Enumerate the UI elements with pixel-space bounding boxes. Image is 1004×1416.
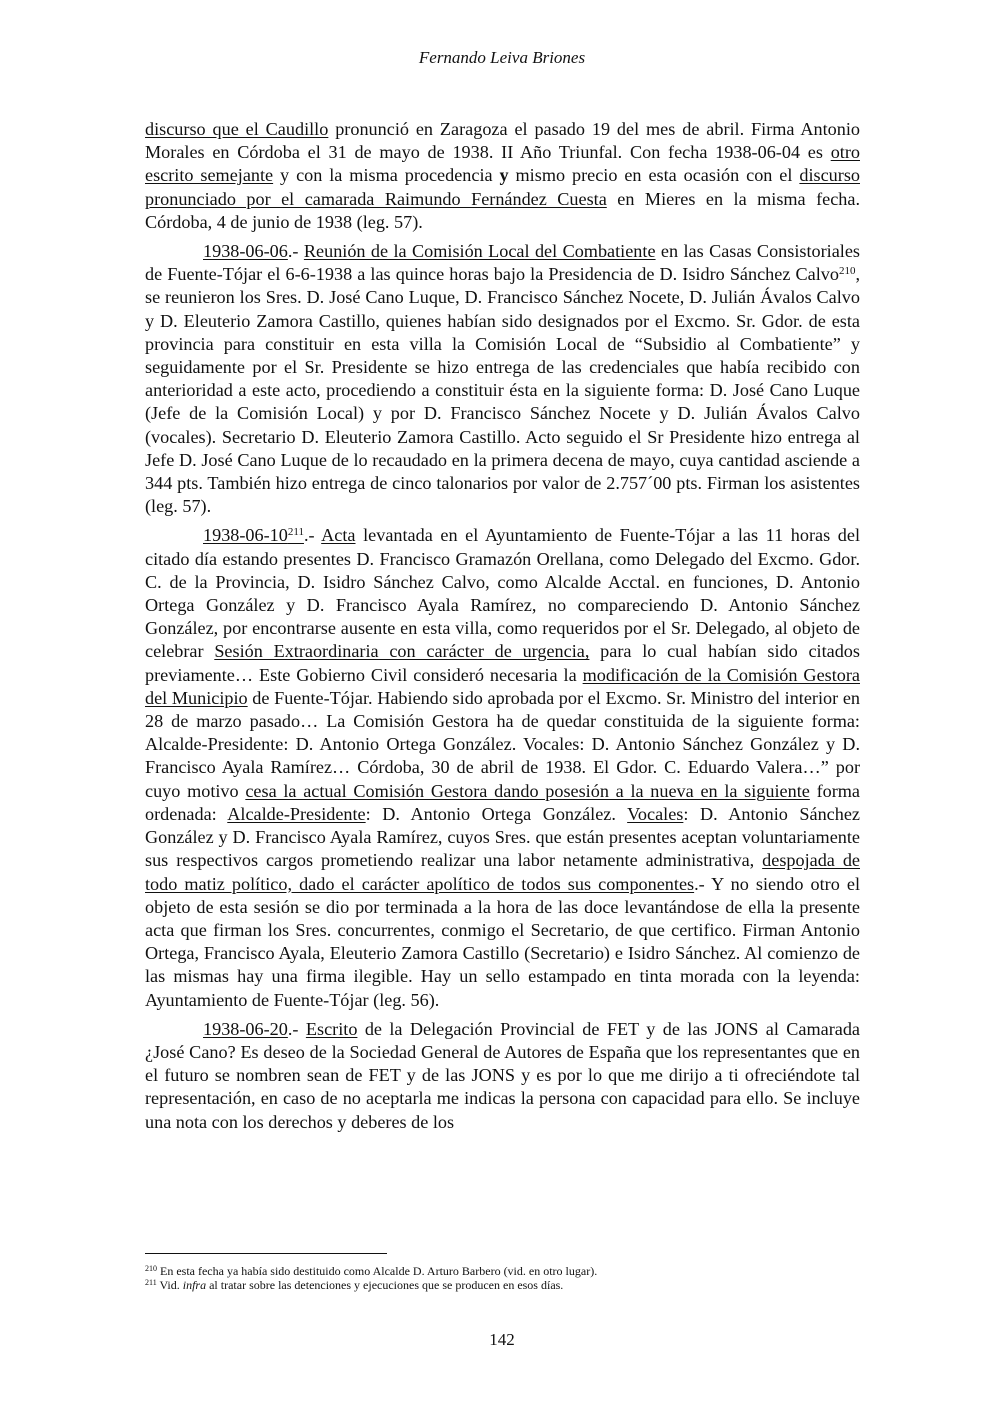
footnote-number: 211 [145,1278,157,1287]
underlined-phrase: Acta [321,525,356,546]
paragraph-1: discurso que el Caudillo pronunció en Zaragoza el pasado 19 del mes de abril. Firma Antonio Morales en Córdoba el 31 de mayo de 1938. II Año Triunfal. Con fecha 1938-06-04 es otro escrito semejante y con la misma procedencia y mismo precio en esta ocasión con el discurso pronunciado por el camarada Raimundo Fernández Cuesta en Mieres en la misma fecha. Córdoba, 4 de junio de 1938 (leg. 57). [145,119,860,232]
footnote-separator [145,1253,387,1254]
paragraph-3: $1938-06-10^{211}.-$ Acta levantada en el Ayuntamiento de Fuente-Tójar a las 11 horas del citado día estando presentes D. Francisco Gramazón Orellana, como Delegado del Excmo. Gdor. C. de la Provincia, D. Isidro Sánchez Calvo, como Alcalde Acctal. en funciones, D. Antonio Ortega González y D. Francisco Ayala Ramírez, no compareciendo D. Antonio Sánchez González, por encontrarse ausente en esta villa, como requeridos por el Sr. Delegado, al objeto de celebrar Sesión Extraordinaria con carácter de urgencia, para lo cual habían sido citados previamente… Este Gobierno Civil consideró necesaria la modificación de la Comisión Gestora del Municipio de Fuente-Tójar. Habiendo sido aprobada por el Excmo. Sr. Ministro del interior en 28 de marzo pasado… La Comisión Gestora ha de quedar constituida de la siguiente forma: Alcalde-Presidente: D. Antonio Ortega González. Vocales: D. Antonio Sánchez González y D. Francisco Ayala Ramírez… Córdoba, 30 de abril de 1938. El Gdor. C. Eduardo Valera…” por cuyo motivo cesa la actual Comisión Gestora dando posesión a la nueva en la siguiente forma ordenada: Alcalde-Presidente: D. Antonio Ortega González. Vocales: D. Antonio Sánchez González y D. Francisco Ayala Ramírez, cuyos Sres. que están presentes aceptan voluntariamente sus respectivos cargos prometiendo realizar una labor netamente administrativa, despojada de todo matiz político, dado el carácter apolítico de todos sus componentes.- Y no siendo otro el objeto de esta sesión se dio por terminada a la hora de las doce levantándose de ella la presente acta que firman los Sres. concurrentes, conmigo el Secretario, de que certifico. Firman Antonio Ortega, Francisco Ayala, Eleuterio Zamora Castillo (Secretario) e Isidro Sánchez. Al comienzo de las mismas hay una firma ilegible. Hay un sello estampado en tinta morada con la leyenda: Ayuntamiento de Fuente-Tójar (leg. 56). [145,525,860,1010]
entry-date: 1938-06-20 [203,1018,288,1039]
footnote-210: $^{210}$ En esta fecha ya había sido destituido como Alcalde D. Arturo Barbero (vid. en otro lugar). [145,1264,598,1278]
paragraph-4: 1938-06-20.- Escrito de la Delegación Provincial de FET y de las JONS al Camarada ¿José Cano? Es deseo de la Sociedad General de Autores de España que los representantes que en el futuro se nombren sean de FET y de las JONS y es por lo que me dirijo a ti ofreciéndote tal representación, en caso de no aceptarla me indicas la persona con capacidad para ello. Se incluye una nota con los derechos y deberes de los [145,1018,860,1132]
footnote-211: $^{211}$ Vid. infra al tratar sobre las detenciones y ejecuciones que se producen en esos días. [145,1278,564,1292]
body-text [145,118,860,1140]
underlined-phrase: discurso que el Caudillo [145,119,329,139]
underlined-phrase: Escrito [305,1018,358,1039]
paragraph-2: 1938-06-06.- Reunión de la Comisión Local del Combatiente en las Casas Consistoriales de Fuente-Tójar el 6-6-1938 a las quince horas bajo la Presidencia de D. Isidro Sánchez Calvo$^{210}$, se reunieron los Sres. D. José Cano Luque, D. Francisco Sánchez Nocete, D. Julián Ávalos Calvo y D. Eleuterio Zamora Castillo, quienes habían sido designados por el Excmo. Sr. Gdor. de esta provincia para constituir en esta villa la Comisión Local de “Subsidio al Combatiente” y seguidamente por el Sr. Presidente se hizo entrega de las credenciales que había recibido con anterioridad a este acto, procediendo a constituir ésta en la siguiente forma: D. José Cano Luque (Jefe de la Comisión Local) y por D. Francisco Sánchez Nocete y D. Julián Ávalos Calvo (vocales). Secretario D. Eleuterio Zamora Castillo. Acto seguido el Sr Presidente hizo entrega al Jefe D. José Cano Luque de lo recaudado en la primera decena de mayo, cuya cantidad asciende a 344 pts. También hizo entrega de cinco talonarios por valor de 2.757´00 pts. Firman los asistentes (leg. 57). [145,241,860,517]
underlined-phrase: Sesión Extraordinaria con carácter de urgencia, [214,641,590,662]
underlined-phrase: modificación de la Comisión Gestora del Municipio [145,664,860,708]
footnote-ref[interactable]: 210 [838,265,856,278]
footnotes [145,1264,860,1292]
running-header: Fernando Leiva Briones [418,48,586,67]
underlined-phrase: Vocales [627,803,684,824]
entry-date: 1938-06-06 [203,241,288,262]
entry-date: $1938-06-10^{211}$ [203,525,304,546]
footnote-ref[interactable]: 211 [287,526,304,539]
footnote-number: 210 [145,1264,157,1273]
underlined-phrase: Alcalde-Presidente [227,803,366,824]
underlined-phrase: discurso pronunciado por el camarada Raimundo Fernández Cuesta [145,165,860,209]
bold-word: y [499,165,509,186]
underlined-phrase: cesa la actual Comisión Gestora dando posesión a la nueva en la siguiente [245,780,810,801]
underlined-phrase: Reunión de la Comisión Local del Combatiente [303,241,656,262]
underlined-phrase: otro escrito semejante [145,142,860,186]
underlined-phrase: despojada de todo matiz político, dado el carácter apolítico de todos sus componentes [145,850,860,894]
page-number: 142 [489,1330,515,1349]
italic-word: infra [182,1278,207,1292]
